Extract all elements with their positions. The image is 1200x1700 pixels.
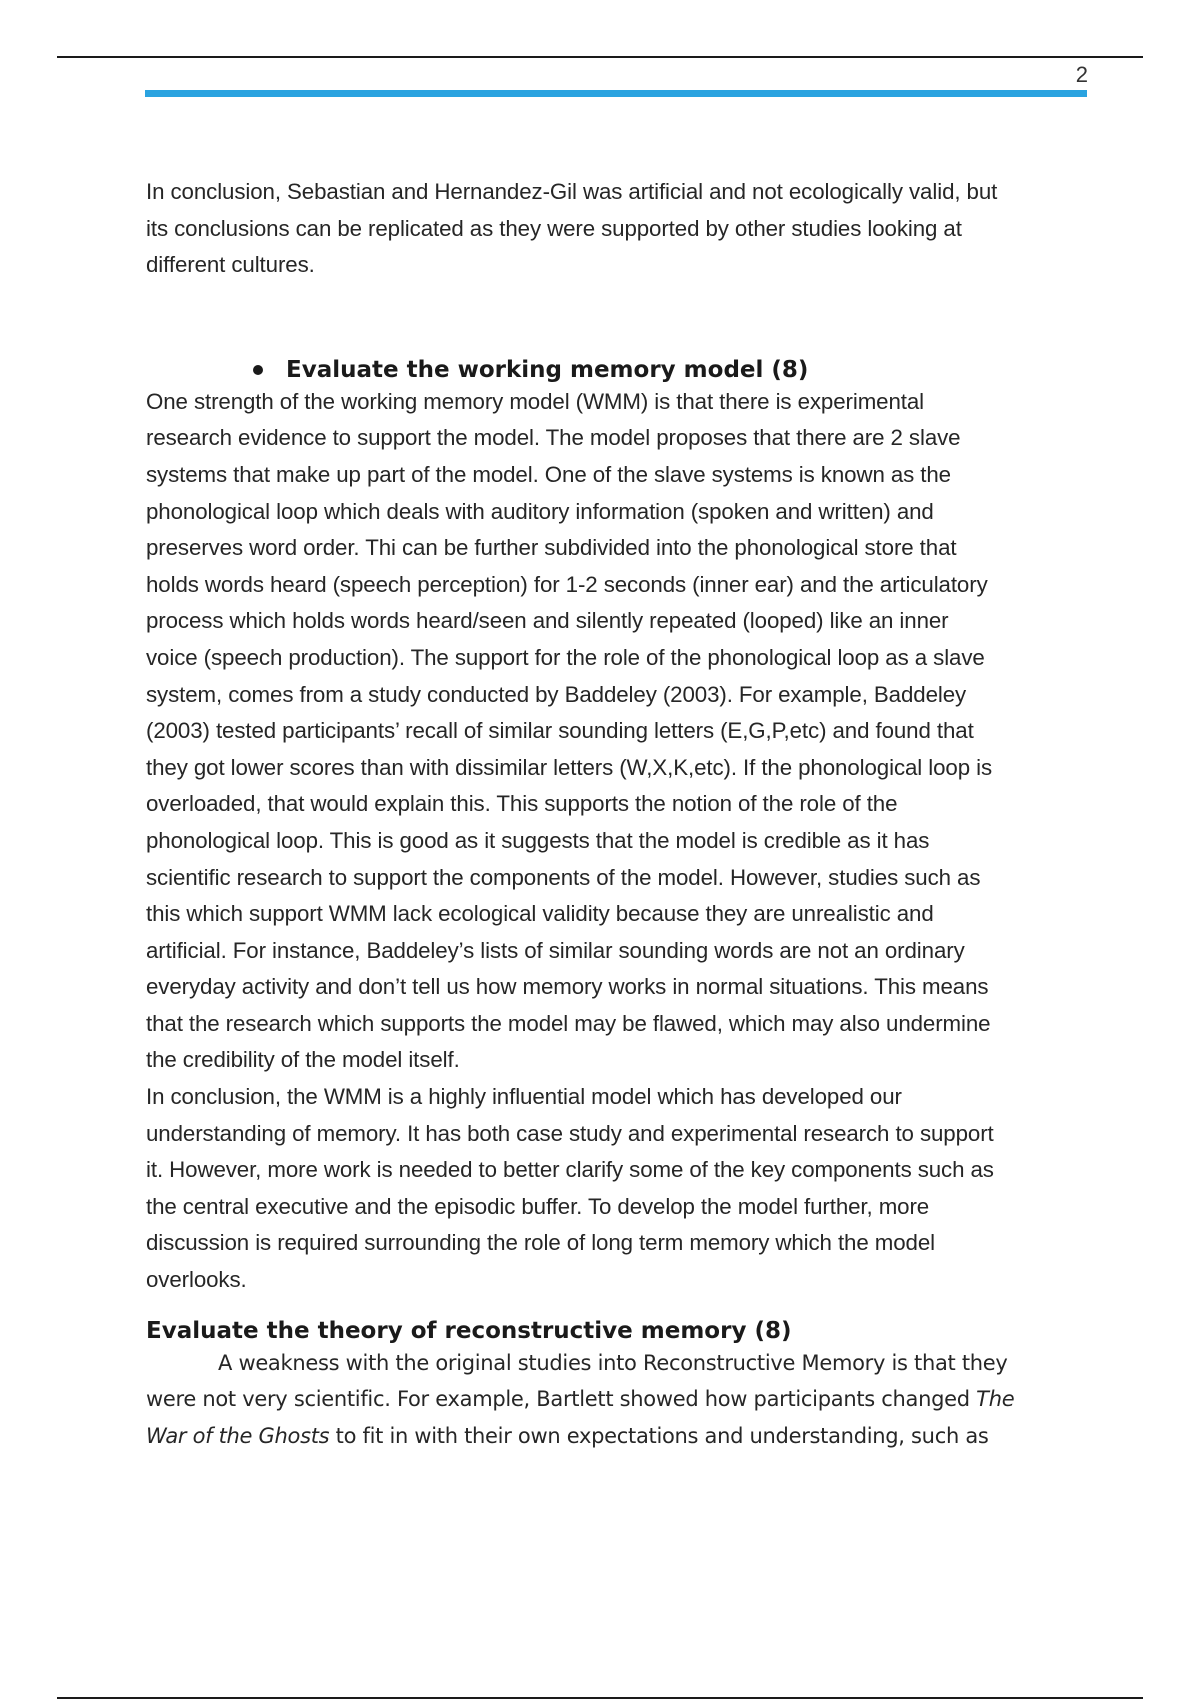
text-line <box>146 1381 1091 1418</box>
text-line: process which holds words heard/seen and silently repeated (looped) like an inner <box>146 608 949 634</box>
text-line: holds words heard (speech perception) for 1-2 seconds (inner ear) and the articulatory <box>146 571 988 597</box>
page-content <box>146 174 1091 1454</box>
text-line: discussion is required surrounding the role of long term memory which the model <box>146 1230 935 1256</box>
text-line: the central executive and the episodic buffer. To develop the model further, more <box>146 1193 930 1219</box>
working-memory-conclusion <box>146 1079 1091 1299</box>
bottom-rule <box>57 1697 1143 1699</box>
reconstructive-memory-heading: Evaluate the theory of reconstructive memory (8) <box>146 1317 792 1344</box>
text-line: the credibility of the model itself. <box>146 1047 460 1073</box>
text-line: One strength of the working memory model (WMM) is that there is experimental <box>146 388 925 414</box>
italic-title-run: The <box>976 1387 1015 1412</box>
text-line: preserves word order. Thi can be further subdivided into the phonological store that <box>146 535 957 561</box>
working-memory-body <box>146 384 1091 1079</box>
text-line <box>146 1418 1091 1455</box>
working-memory-heading <box>146 356 1091 384</box>
text-line: different cultures. <box>146 252 315 278</box>
text-line: scientific research to support the components of the model. However, studies such as <box>146 864 981 890</box>
text-line: this which support WMM lack ecological validity because they are unrealistic and <box>146 901 934 927</box>
text-line: research evidence to support the model. The model proposes that there are 2 slave <box>146 425 961 451</box>
text-line: phonological loop. This is good as it suggests that the model is credible as it has <box>146 827 930 853</box>
text-line: In conclusion, Sebastian and Hernandez-Gil was artificial and not ecologically valid, but <box>146 179 998 204</box>
page-number: 2 <box>1075 62 1088 87</box>
text-line: overlooks. <box>146 1267 247 1293</box>
text-line: (2003) tested participants’ recall of similar sounding letters (E,G,P,etc) and found that <box>146 718 974 744</box>
section1-conclusion <box>146 174 1091 284</box>
text-line: everyday activity and don’t tell us how memory works in normal situations. This means <box>146 974 989 1000</box>
heading-text: Evaluate the working memory model (8) <box>286 356 809 383</box>
text-line: voice (speech production). The support for the role of the phonological loop as a slave <box>146 644 985 670</box>
text-line: overloaded, that would explain this. This supports the notion of the role of the <box>146 791 898 817</box>
text-line: A weakness with the original studies into Reconstructive Memory is that they <box>218 1350 1008 1375</box>
italic-title-run: War of the Ghosts <box>146 1423 330 1448</box>
text-line: its conclusions can be replicated as they were supported by other studies looking at <box>146 215 962 241</box>
text-line: system, comes from a study conducted by Baddeley (2003). For example, Baddeley <box>146 681 967 707</box>
reconstructive-memory-body <box>146 1345 1091 1455</box>
text-line: they got lower scores than with dissimilar letters (W,X,K,etc). If the phonological loop is <box>146 754 992 780</box>
text-line: that the research which supports the model may be flawed, which may also undermine <box>146 1010 991 1036</box>
text-line: systems that make up part of the model. One of the slave systems is known as the <box>146 461 951 487</box>
bullet-icon <box>253 365 263 375</box>
header-accent-bar <box>145 90 1087 97</box>
text-line: In conclusion, the WMM is a highly influential model which has developed our <box>146 1084 902 1110</box>
text-line: it. However, more work is needed to better clarify some of the key components such as <box>146 1157 994 1183</box>
top-rule <box>57 56 1143 58</box>
text-line: understanding of memory. It has both case study and experimental research to support <box>146 1120 994 1146</box>
text-run: to fit in with their own expectations and understanding, such as <box>329 1423 989 1448</box>
text-line: artificial. For instance, Baddeley’s lists of similar sounding words are not an ordinary <box>146 937 965 963</box>
text-run: were not very scientific. For example, Bartlett showed how participants changed <box>146 1387 977 1412</box>
text-line: phonological loop which deals with auditory information (spoken and written) and <box>146 498 934 524</box>
